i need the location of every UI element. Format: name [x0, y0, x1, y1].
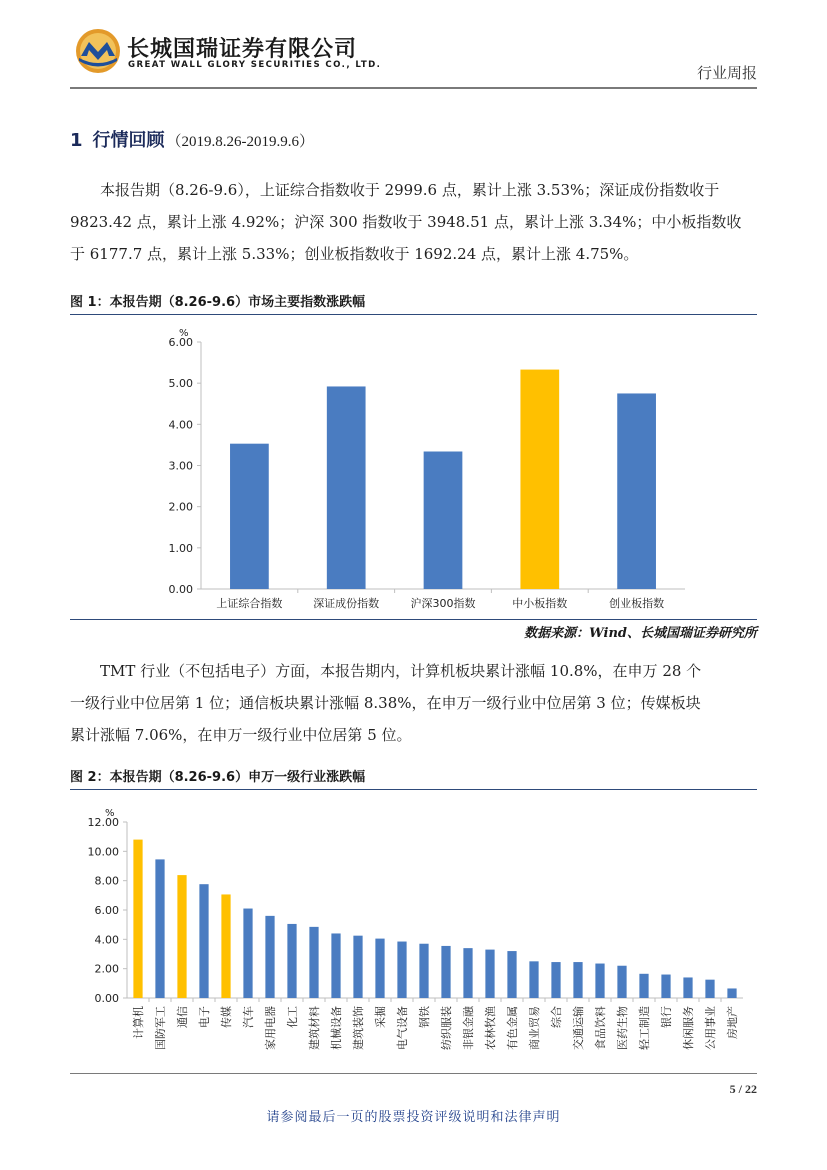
y-tick-label: 6.00 [94, 904, 119, 917]
bar [639, 974, 648, 998]
bar [221, 894, 230, 998]
x-tick-label: 深证成份指数 [313, 597, 380, 610]
y-tick-label: 4.00 [94, 933, 119, 947]
bar [463, 948, 472, 998]
figure1-bottom-rule [70, 619, 757, 620]
bar [683, 977, 692, 998]
bar [617, 393, 656, 589]
bar [485, 950, 494, 998]
paragraph-line: 一级行业中位居第 1 位；通信板块累计涨幅 8.38%，在申万一级行业中位居第 3 位；传媒板块 [70, 694, 701, 712]
bar [397, 942, 406, 998]
section-title-text: 行情回顾 [92, 130, 165, 151]
y-tick-label: 2.00 [168, 500, 193, 514]
bar [331, 933, 340, 998]
figure1-source: 数据来源：Wind、长城国瑞证券研究所 [524, 626, 757, 641]
bar [353, 936, 362, 998]
x-tick-label: 交通运输 [572, 1006, 585, 1050]
bar [705, 980, 714, 998]
bar [551, 962, 560, 998]
company-name-en: GREAT WALL GLORY SECURITIES CO., LTD. [128, 60, 382, 70]
bar [327, 386, 366, 589]
x-tick-label: 通信 [176, 1006, 189, 1028]
footer-divider [70, 1073, 757, 1074]
y-tick-label: 12.00 [87, 816, 119, 829]
company-name-cn: 长城国瑞证券有限公司 [127, 37, 358, 62]
x-tick-label: 电气设备 [396, 1006, 409, 1050]
x-tick-label: 机械设备 [330, 1006, 343, 1050]
bar [617, 966, 626, 998]
y-tick-label: 10.00 [87, 845, 119, 859]
section-number: 1 [70, 130, 83, 151]
paragraph-line: 9823.42 点，累计上涨 4.92%；沪深 300 指数收于 3948.51 点，累计上涨 3.34%；中小板指数收 [70, 213, 742, 231]
x-tick-label: 农林牧渔 [484, 1006, 497, 1050]
bar [520, 370, 559, 589]
footer-disclaimer: 请参阅最后一页的股票投资评级说明和法律声明 [266, 1110, 561, 1125]
figure2-chart [70, 792, 757, 1068]
x-tick-label: 传媒 [220, 1006, 233, 1028]
page-number: 5 / 22 [729, 1082, 757, 1096]
paragraph-index-review [70, 174, 757, 270]
section-date-range: （2019.8.26-2019.9.6） [166, 134, 315, 150]
bar [177, 875, 186, 998]
x-tick-label: 房地产 [726, 1006, 739, 1039]
header-divider [70, 87, 757, 89]
x-tick-label: 商业贸易 [528, 1006, 541, 1050]
report-type-label: 行业周报 [696, 64, 757, 82]
x-tick-label: 休闲服务 [682, 1006, 695, 1050]
bar [155, 859, 164, 998]
x-tick-label: 家用电器 [264, 1006, 277, 1050]
bar [287, 924, 296, 998]
bar [375, 939, 384, 998]
y-tick-label: 2.00 [94, 962, 119, 976]
bar [507, 951, 516, 998]
y-tick-label: 1.00 [168, 541, 193, 555]
x-tick-label: 建筑材料 [308, 1006, 321, 1050]
bar [133, 840, 142, 998]
bar [230, 444, 269, 589]
x-tick-label: 沪深300指数 [410, 597, 476, 610]
bar [727, 988, 736, 998]
section-title [70, 126, 314, 152]
paragraph-line: 累计涨幅 7.06%，在申万一级行业中位居第 5 位。 [70, 726, 412, 744]
x-tick-label: 建筑装饰 [352, 1006, 365, 1050]
bar [309, 927, 318, 998]
figure2-title: 图 2：本报告期（8.26-9.6）申万一级行业涨跌幅 [70, 770, 366, 785]
x-tick-label: 上证综合指数 [216, 597, 283, 610]
bar [441, 946, 450, 998]
x-tick-label: 化工 [286, 1006, 299, 1028]
paragraph-line: 本报告期（8.26-9.6），上证综合指数收于 2999.6 点，累计上涨 3.53%；深证成份指数收于 [100, 181, 720, 199]
y-tick-label: 3.00 [168, 459, 193, 473]
bar [661, 975, 670, 998]
figure1-chart [70, 318, 757, 618]
figure1-top-rule [70, 314, 757, 315]
bar [199, 884, 208, 998]
x-tick-label: 计算机 [132, 1006, 145, 1039]
x-tick-label: 电子 [198, 1006, 211, 1028]
bar [424, 452, 463, 589]
y-tick-label: 6.00 [168, 336, 193, 349]
bar [529, 961, 538, 998]
x-tick-label: 钢铁 [418, 1006, 431, 1028]
y-tick-label: 0.00 [168, 583, 193, 596]
x-tick-label: 纺织服装 [440, 1006, 453, 1050]
x-tick-label: 非银金融 [462, 1006, 475, 1050]
paragraph-line: TMT 行业（不包括电子）方面，本报告期内，计算机板块累计涨幅 10.8%，在申万 28 个 [100, 662, 702, 680]
y-tick-label: 4.00 [168, 418, 193, 432]
y-tick-label: 0.00 [94, 992, 119, 1005]
x-tick-label: 公用事业 [704, 1006, 717, 1050]
x-tick-label: 医药生物 [616, 1006, 629, 1050]
bar [573, 962, 582, 998]
x-tick-label: 轻工制造 [638, 1006, 651, 1050]
x-tick-label: 汽车 [242, 1006, 255, 1028]
x-tick-label: 食品饮料 [594, 1006, 607, 1050]
bar [243, 909, 252, 998]
paragraph-tmt-review [70, 655, 757, 751]
y-axis-unit-label: % [179, 328, 189, 339]
x-tick-label: 采掘 [374, 1006, 387, 1028]
x-tick-label: 中小板指数 [512, 597, 568, 610]
x-tick-label: 银行 [660, 1006, 673, 1028]
bar [595, 964, 604, 998]
y-tick-label: 8.00 [94, 874, 119, 888]
x-tick-label: 综合 [550, 1006, 563, 1028]
y-tick-label: 5.00 [168, 377, 193, 391]
company-logo-icon [75, 28, 121, 74]
y-axis-unit-label: % [105, 808, 115, 819]
bar [265, 916, 274, 998]
paragraph-line: 于 6177.7 点，累计上涨 5.33%；创业板指数收于 1692.24 点，累计上涨 4.75%。 [70, 245, 639, 263]
x-tick-label: 国防军工 [154, 1006, 167, 1050]
bar [419, 944, 428, 998]
figure1-title: 图 1：本报告期（8.26-9.6）市场主要指数涨跌幅 [70, 295, 366, 310]
x-tick-label: 有色金属 [506, 1006, 519, 1050]
figure2-top-rule [70, 789, 757, 790]
x-tick-label: 创业板指数 [609, 597, 665, 610]
